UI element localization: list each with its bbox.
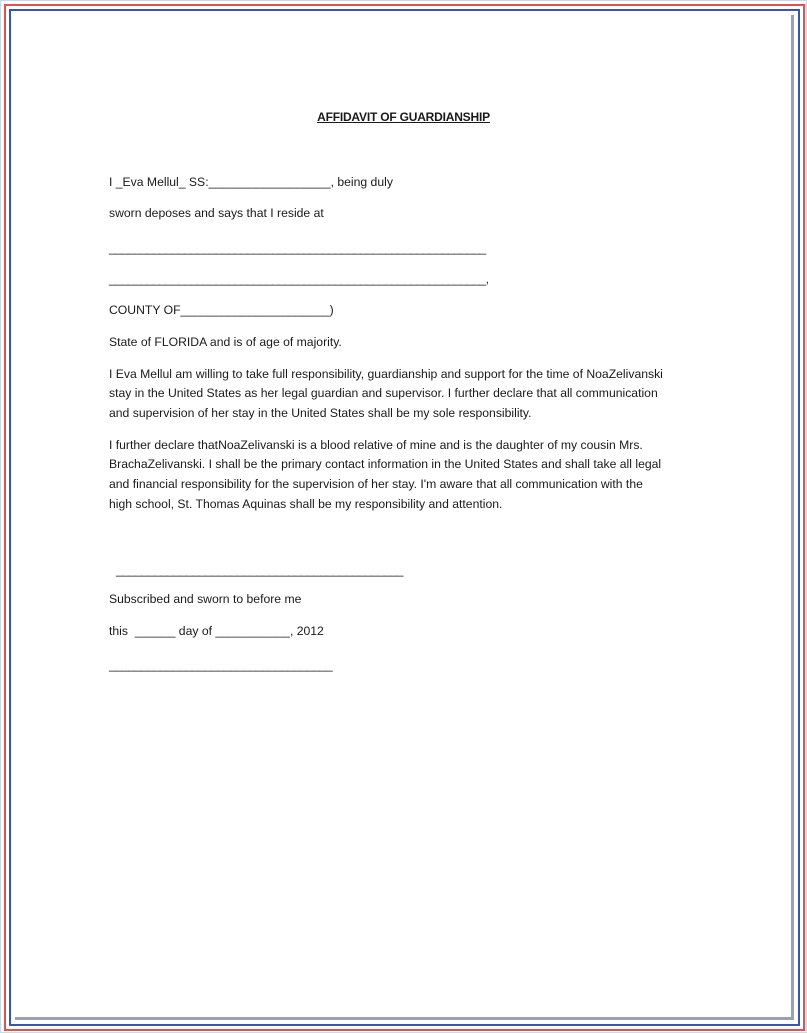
county-line: COUNTY OF______________________) [109, 303, 334, 317]
paragraph-2-line: and financial responsibility for the supervision of her stay. I'm aware that all communication with the [109, 477, 643, 491]
intro-line-1: I _Eva Mellul_ SS:__________________, being duly [109, 175, 393, 189]
date-line: this ______ day of ___________, 2012 [109, 624, 324, 638]
intro-line-2: sworn deposes and says that I reside at [109, 206, 324, 220]
paragraph-2-line: BrachaZelivanski. I shall be the primary contact information in the United States and shall take all legal [109, 457, 662, 471]
paragraph-1-line: I Eva Mellul am willing to take full responsibility, guardianship and support for the time of NoaZelivanski [109, 367, 663, 381]
state-line: State of FLORIDA and is of age of majority. [109, 335, 342, 349]
paragraph-2-line: high school, St. Thomas Aquinas shall be my responsibility and attention. [109, 497, 503, 511]
signature-line: _____________________________________________ [116, 563, 404, 577]
paragraph-1-line: and supervision of her stay in the United States shall be my sole responsibility. [109, 406, 532, 420]
notary-signature-line: ___________________________________ [109, 658, 333, 672]
document-page [15, 15, 794, 1020]
paragraph-2-line: I further declare thatNoaZelivanski is a blood relative of mine and is the daughter of my cousin Mrs. [109, 438, 643, 452]
address-line-1: ____________________________________________________________ [109, 241, 486, 255]
address-line-2: ____________________________________________________________, [109, 272, 489, 286]
document-title: AFFIDAVIT OF GUARDIANSHIP [317, 110, 490, 124]
subscribed-line: Subscribed and sworn to before me [109, 592, 302, 606]
paragraph-1-line: stay in the United States as her legal guardian and supervisor. I further declare that all communication [109, 386, 658, 400]
